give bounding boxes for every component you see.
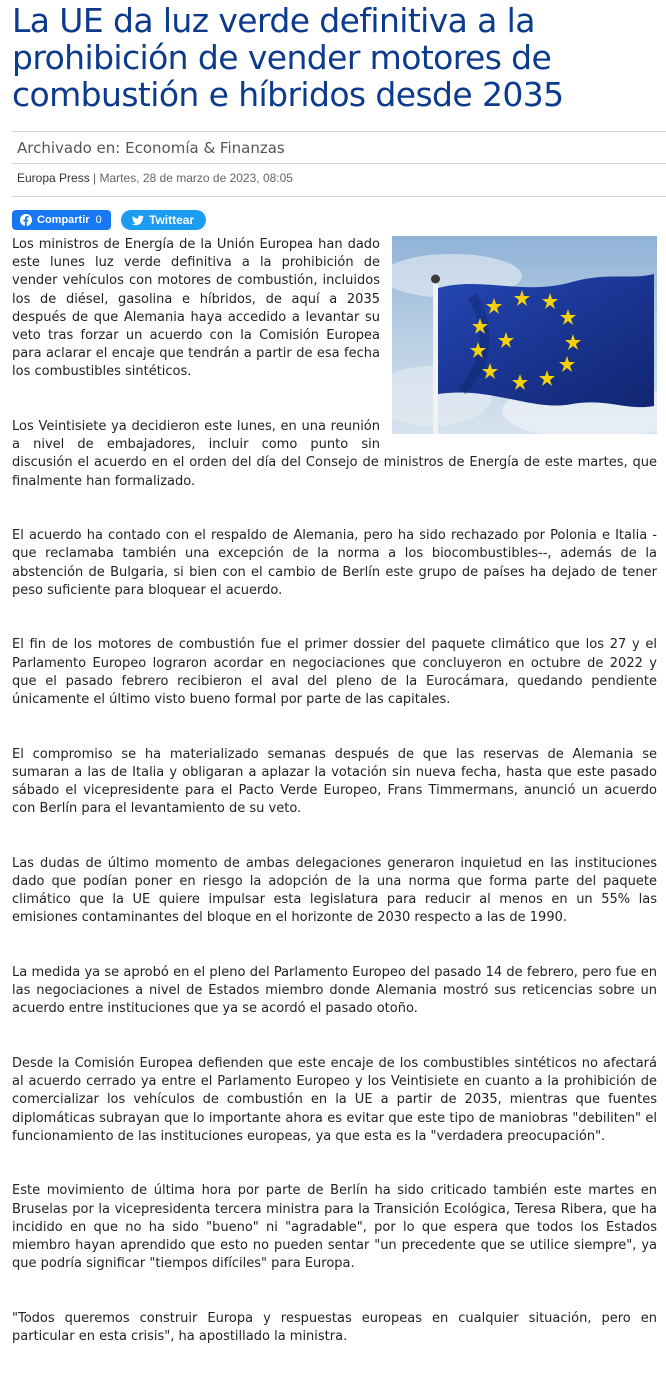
article-headline: La UE da luz verde definitiva a la prohibición de vender motores de combustión e híbridos desde 2035 bbox=[12, 1, 564, 114]
byline-source: Europa Press bbox=[17, 171, 90, 185]
eu-flag-image bbox=[392, 236, 657, 434]
article-paragraph: El fin de los motores de combustión fue el primer dossier del paquete climático que los 27 y el Parlamento Europeo lograron acordar en negociaciones que concluyeron en octubre de 2022 y que el pasado febrero recibieron el aval del pleno de la Eurocámara, quedando pendiente únicamente el último visto bueno formal por parte de las capitales. bbox=[12, 637, 657, 708]
twitter-share-label: Twittear bbox=[149, 213, 195, 227]
archive-line bbox=[17, 139, 285, 157]
byline-date: Martes, 28 de marzo de 2023, 08:05 bbox=[99, 171, 293, 185]
divider-bottom bbox=[12, 196, 666, 197]
article-paragraph: Este movimiento de última hora por parte de Berlín ha sido criticado también este martes en Bruselas por la vicepresidenta tercera ministra para la Transición Ecológica, Teresa Ribera, que ha incidido en que no ha sido "bueno" ni "agradable", por lo que espera que todos los Estados miembro hayan aprendido que esto no pueden sentar "un precedente que se utilice siempre", ya que podría significar "tiempos difíciles" para Europa. bbox=[12, 1183, 657, 1272]
twitter-bird-icon bbox=[132, 215, 144, 226]
article-paragraph: Desde la Comisión Europea defienden que este encaje de los combustibles sintéticos no afectará al acuerdo cerrado ya entre el Parlamento Europeo y los Veintisiete en cuanto a la prohibición de comercializar los vehículos de combustión en la UE a partir de 2035, mientras que fuentes diplomáticas subrayan que lo importante ahora es evitar que este tipo de maniobras "debiliten" el funcionamiento de las instituciones europeas, ya que esta es la "verdadera preocupación". bbox=[12, 1056, 657, 1144]
article-paragraph: Las dudas de último momento de ambas delegaciones generaron inquietud en las instituciones dado que podían poner en riesgo la adopción de la una norma que forma parte del paquete climático que la UE quiere impulsar esta legislatura para reducir al menos en un 55% las emisiones contaminantes del bloque en el horizonte de 2030 respecto a las de 1990. bbox=[12, 855, 657, 926]
article-paragraph: "Todos queremos construir Europa y respuestas europeas en cualquier situación, pero en particular en esta crisis", ha apostillado la ministra. bbox=[12, 1310, 657, 1345]
article-paragraph: La medida ya se aprobó en el pleno del Parlamento Europeo del pasado 14 de febrero, pero fue en las negociaciones a nivel de Estados miembro donde Alemania mostró sus reticencias sobre un acuerdo entre instituciones que ya se acordó el pasado otoño. bbox=[12, 965, 657, 1017]
article-paragraph: El acuerdo ha contado con el respaldo de Alemania, pero ha sido rechazado por Polonia e Italia -que reclamaba también una excepción de la norma a los biocombustibles--, además de la abstención de Bulgaria, si bien con el cambio de Berlín este grupo de países ha dejado de tener peso suficiente para bloquear el acuerdo. bbox=[12, 528, 657, 598]
article-image-slot bbox=[392, 236, 657, 434]
facebook-icon bbox=[20, 214, 32, 226]
archive-label: Archivado en: bbox=[17, 139, 121, 157]
twitter-share-button[interactable] bbox=[121, 210, 206, 230]
article-paragraph: Los ministros de Energía de la Unión Europea han dado este lunes luz verde definitiva a la prohibición de vender vehículos con motores de combustión, incluidos los de diésel, gasolina e híbridos, de aquí a 2035 después de que Alemania haya accedido a levantar su veto tras forzar un acuerdo con la Comisión Europea para aclarar el encaje que tendrán a partir de esa fecha los combustibles sintéticos. bbox=[12, 237, 380, 380]
facebook-share-count: 0 bbox=[95, 214, 102, 226]
facebook-share-button[interactable] bbox=[12, 210, 111, 230]
flag-pole-finial bbox=[431, 275, 440, 284]
article-paragraph: Los Veintisiete ya decidieron este lunes, en una reunión a nivel de embajadores, incluir como punto sin discusión el acuerdo en el orden del día del Consejo de ministros de Energía de este martes, que finalmente han formalizado. bbox=[12, 419, 657, 489]
byline bbox=[17, 171, 293, 185]
byline-separator: | bbox=[93, 171, 97, 185]
article-paragraph: El compromiso se ha materializado semanas después de que las reservas de Alemania se sumaran a las de Italia y obligaran a aplazar la votación sin nueva fecha, hasta que este pasado sábado el vicepresidente para el Pacto Verde Europeo, Frans Timmermans, anunció un acuerdo con Berlín para el levantamiento de su veto. bbox=[12, 746, 657, 817]
facebook-share-label: Compartir bbox=[37, 214, 90, 226]
article-body bbox=[12, 236, 657, 1383]
archive-category-link[interactable]: Economía & Finanzas bbox=[125, 139, 285, 157]
flag-pole bbox=[433, 281, 438, 434]
divider-middle bbox=[12, 163, 666, 164]
divider-top bbox=[12, 131, 666, 132]
